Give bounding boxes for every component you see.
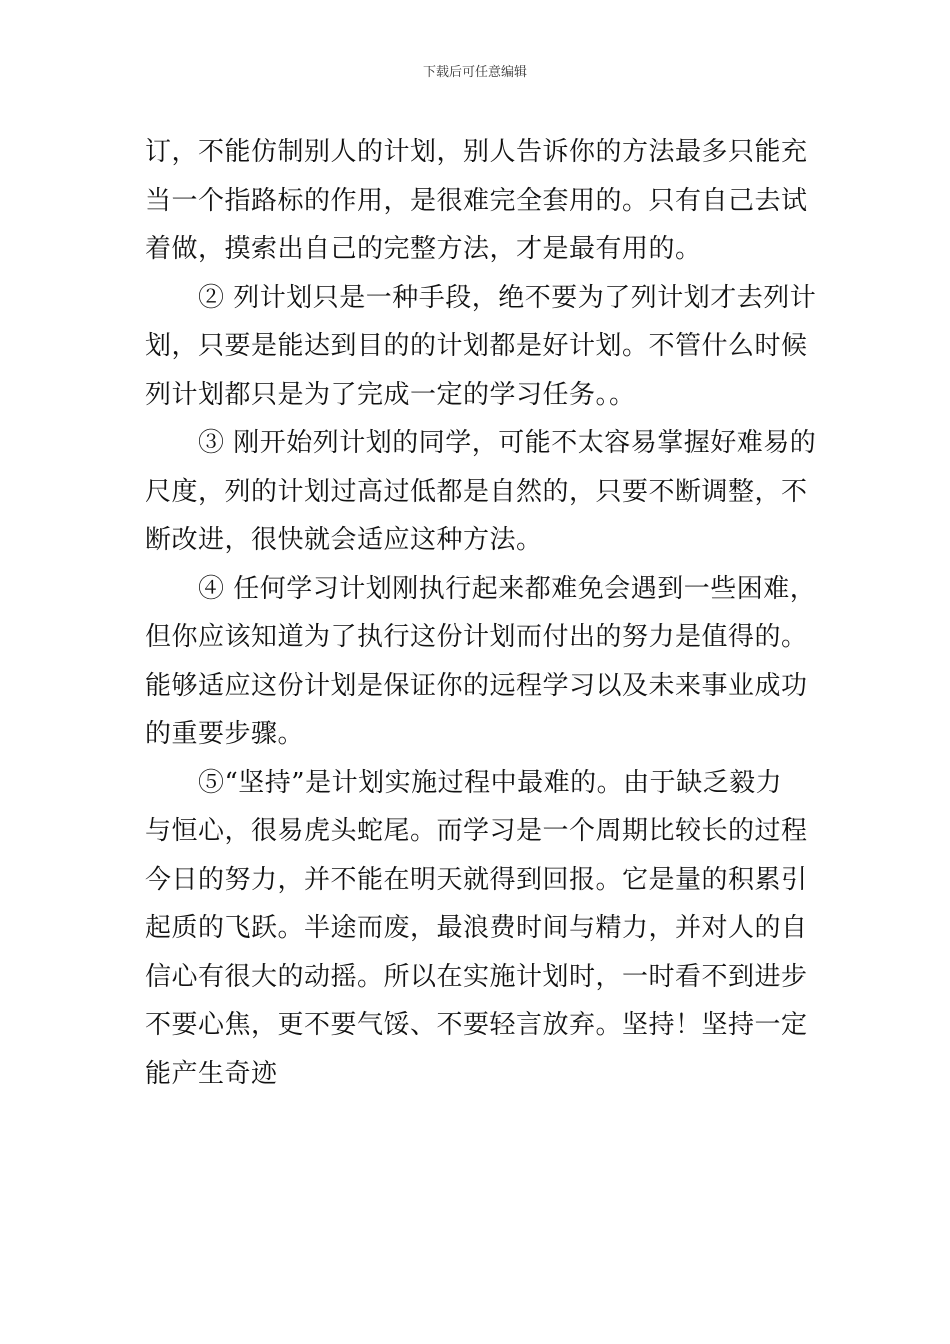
text-line: 尺度，列的计划过高过低都是自然的，只要不断调整，不 [145, 476, 808, 507]
paragraph-5 [145, 759, 810, 1099]
text-line: 与恒心，很易虎头蛇尾。而学习是一个周期比较长的过程 [145, 816, 808, 846]
text-line: 能够适应这份计划是保证你的远程学习以及未来事业成功 [145, 670, 808, 701]
text-line: 断改进，很快就会适应这种方法。 [145, 525, 543, 555]
text-line: 当一个指路标的作用，是很难完全套用的。只有自己去试 [145, 185, 808, 216]
paragraph-1 [145, 128, 810, 274]
document-body [145, 128, 817, 1098]
paragraph-2 [145, 274, 817, 420]
text-line: ⑤“坚持”是计划实施过程中最难的。由于缺乏毅力 [145, 767, 783, 798]
text-line: 信心有很大的动摇。所以在实施计划时，一时看不到进步 [145, 961, 808, 992]
text-line: 订，不能仿制别人的计划，别人告诉你的方法最多只能充 [145, 137, 808, 167]
text-line: 着做，摸索出自己的完整方法，才是最有用的。 [145, 234, 702, 264]
text-line: 起质的飞跃。半途而废，最浪费时间与精力，并对人的自 [145, 913, 808, 943]
text-line: 今日的努力，并不能在明天就得到回报。它是量的积累引 [145, 864, 808, 895]
text-line: 能产生奇迹 [145, 1058, 278, 1089]
paragraph-4 [145, 565, 817, 759]
text-line: 划，只要是能达到目的的计划都是好计划。不管什么时候 [145, 331, 808, 361]
text-line: 的重要步骤。 [145, 719, 305, 749]
text-line: 列计划都只是为了完成一定的学习任务。。 [145, 379, 636, 410]
text-line: 但你应该知道为了执行这份计划而付出的努力是值得的。 [145, 622, 808, 652]
text-line: 不要心焦，更不要气馁、不要轻言放弃。坚持！坚持一定 [145, 1010, 808, 1040]
text-line: ③ 刚开始列计划的同学，可能不太容易掌握好难易的 [145, 428, 817, 458]
page-header: 下载后可任意编辑 [422, 65, 527, 80]
text-line: ④ 任何学习计划刚执行起来都难免会遇到一些困难， [145, 573, 817, 604]
paragraph-3 [145, 419, 817, 565]
text-line: ② 列计划只是一种手段，绝不要为了列计划才去列计 [145, 282, 817, 313]
